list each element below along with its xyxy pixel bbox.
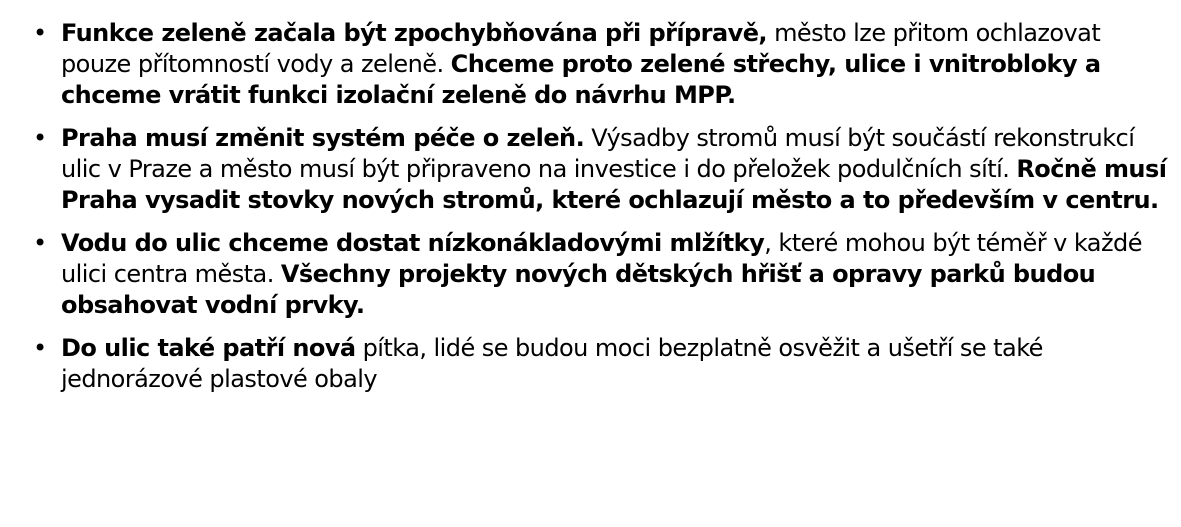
bullet-marker: • [33,334,47,362]
bullet-text-bold: Do ulic také patří nová [61,334,356,362]
bullet-text-bold: Vodu do ulic chceme dostat nízkonákladovými mlžítky [61,229,765,257]
bullet-list [33,18,1168,407]
bullet-text-bold: Praha musí změnit systém péče o zeleň. [61,124,585,152]
bullet-text: pítka, lidé se budou moci bezplatně osvěžit a ušetří se také jednorázové plastové obaly [61,334,1043,393]
bullet-marker: • [33,19,47,47]
bullet-text: , které mohou být téměř v každé ulici centra města. [61,229,1142,288]
bullet-item-greenery-function [33,18,1168,111]
bullet-text: město lze přitom ochlazovat pouze přítomností vody a zeleně. [61,19,1101,78]
bullet-text-bold: Funkce zeleně začala být zpochybňována při přípravě, [61,19,767,47]
bullet-item-drinking-fountains [33,333,1168,395]
bullet-item-greenery-care [33,123,1168,216]
bullet-item-water-misting [33,228,1168,321]
bullet-text-bold: Chceme proto zelené střechy, ulice i vnitrobloky a chceme vrátit funkci izolační zeleně do návrhu MPP. [61,50,1101,109]
bullet-text: Výsadby stromů musí být součástí rekonstrukcí ulic v Praze a město musí být připraveno na investice i do přeložek podulčních sítí. [61,124,1135,183]
bullet-text-bold: Všechny projekty nových dětských hřišť a opravy parků budou obsahovat vodní prvky. [61,260,1096,319]
bullet-marker: • [33,124,47,152]
bullet-marker: • [33,229,47,257]
bullet-text-bold: Ročně musí Praha vysadit stovky nových stromů, které ochlazují město a to především v centru. [61,155,1167,214]
